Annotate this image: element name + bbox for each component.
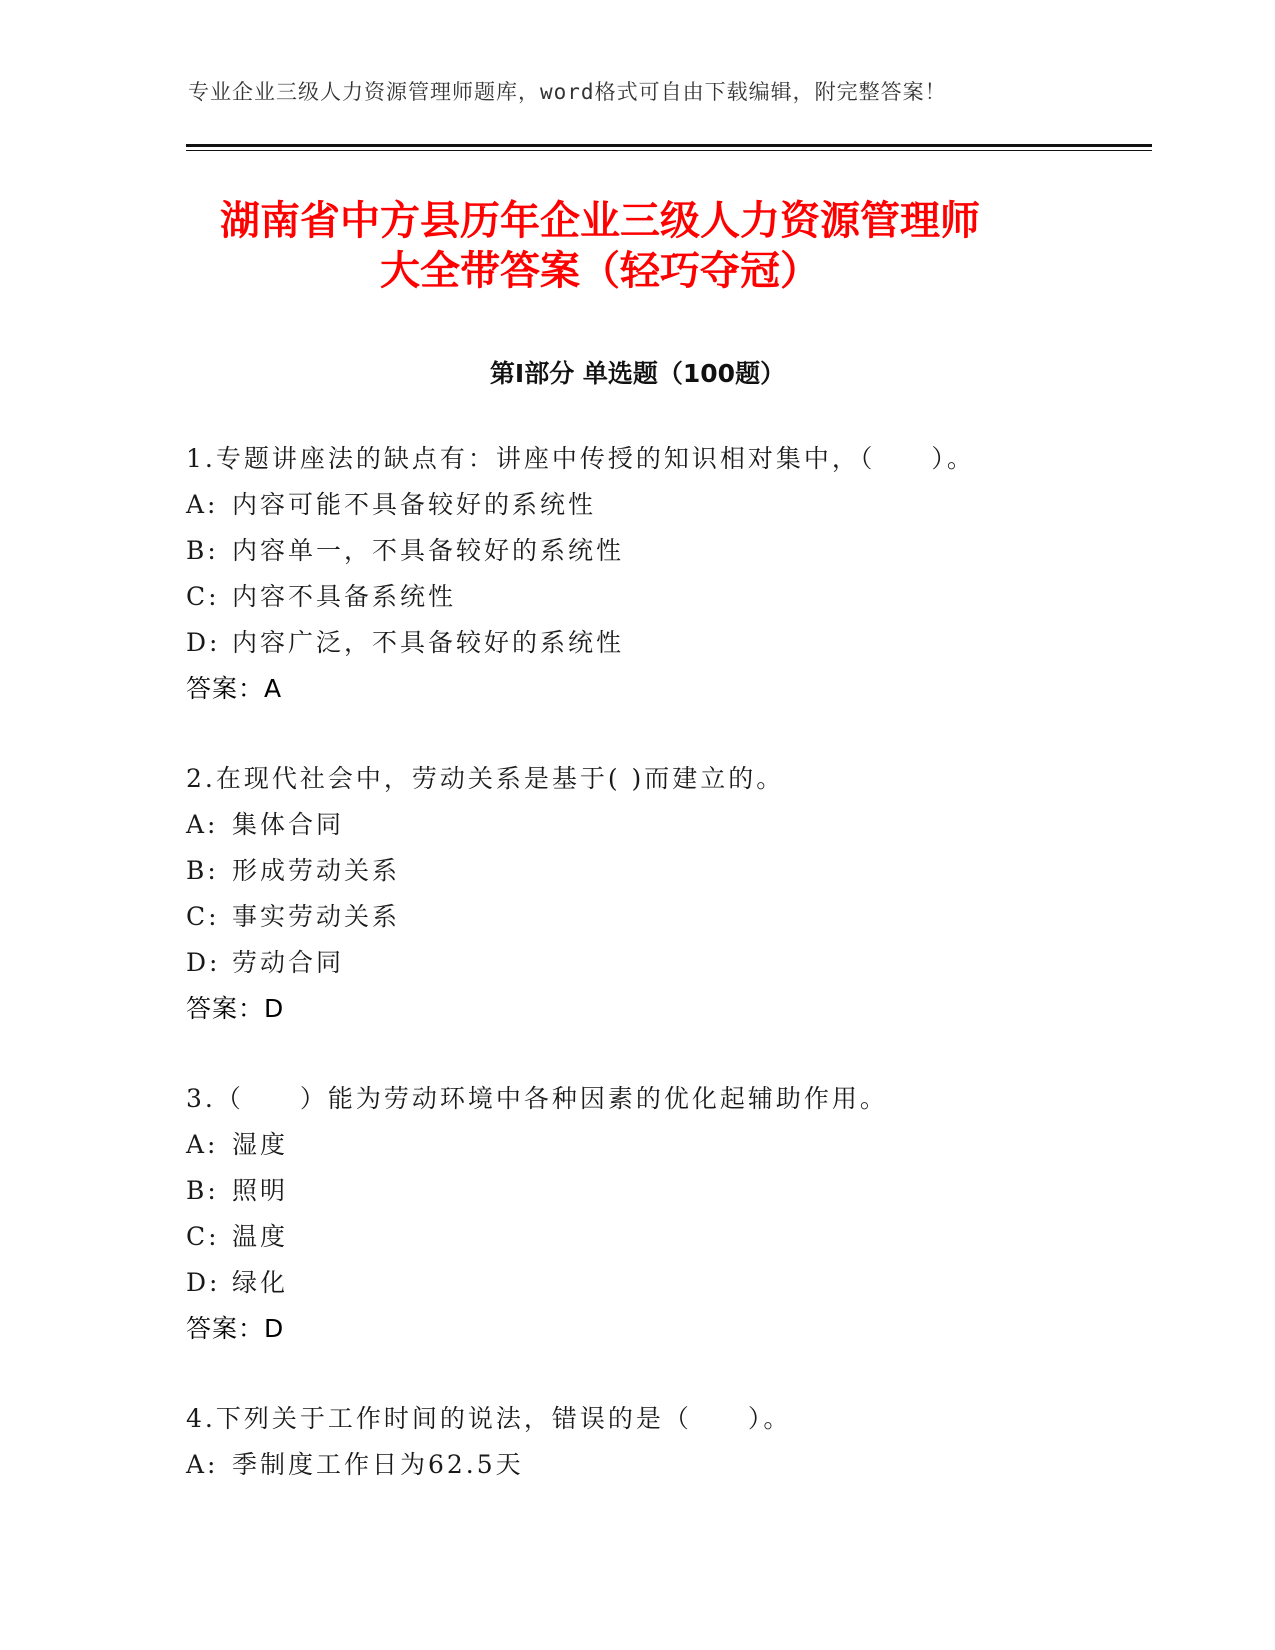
- option-key: A:: [186, 490, 219, 519]
- option-key: C:: [186, 1222, 220, 1251]
- option-key: C:: [186, 582, 220, 611]
- question-2: [186, 756, 1186, 1032]
- option-key: D:: [186, 1268, 221, 1297]
- option-text: 绿化: [232, 1268, 289, 1297]
- option-text: 内容广泛，不具备较好的系统性: [232, 628, 625, 657]
- option-a: [186, 1442, 1186, 1488]
- option-c: [186, 1214, 1186, 1260]
- option-a: [186, 482, 1186, 528]
- option-d: [186, 1260, 1186, 1306]
- question-4: [186, 1396, 1186, 1488]
- title-line-1: 湖南省中方县历年企业三级人力资源管理师: [220, 198, 980, 244]
- option-text: 内容可能不具备较好的系统性: [232, 490, 597, 519]
- question-text: 2.在现代社会中，劳动关系是基于( )而建立的。: [186, 764, 785, 793]
- question-3: [186, 1076, 1186, 1352]
- answer-text: 答案：D: [186, 1314, 285, 1343]
- option-text: 内容不具备系统性: [232, 582, 457, 611]
- option-key: B:: [186, 856, 219, 885]
- option-b: [186, 848, 1186, 894]
- option-key: B:: [186, 536, 219, 565]
- option-text: 温度: [232, 1222, 289, 1251]
- option-key: A:: [186, 810, 219, 839]
- question-list: [186, 436, 1186, 1532]
- title-line-2: 大全带答案（轻巧夺冠）: [380, 248, 820, 294]
- answer-text: 答案：A: [186, 674, 283, 703]
- question-text: 3.（ ）能为劳动环境中各种因素的优化起辅助作用。: [186, 1084, 888, 1113]
- option-key: D:: [186, 948, 221, 977]
- option-a: [186, 802, 1186, 848]
- option-d: [186, 620, 1186, 666]
- question-1: [186, 436, 1186, 712]
- option-key: A:: [186, 1130, 219, 1159]
- header-note: 专业企业三级人力资源管理师题库，word格式可自由下载编辑，附完整答案！: [188, 80, 947, 104]
- section-title: 第Ⅰ部分 单选题（100题）: [489, 359, 786, 388]
- option-d: [186, 940, 1186, 986]
- option-text: 形成劳动关系: [232, 856, 401, 885]
- option-key: C:: [186, 902, 220, 931]
- option-text: 季制度工作日为62.5天: [232, 1450, 524, 1479]
- option-key: B:: [186, 1176, 219, 1205]
- option-text: 湿度: [232, 1130, 289, 1159]
- option-b: [186, 528, 1186, 574]
- question-text: 4.下列关于工作时间的说法，错误的是（ ）。: [186, 1404, 792, 1433]
- option-key: A:: [186, 1450, 219, 1479]
- document-title: [100, 196, 1100, 296]
- header-rule-thin: [186, 150, 1152, 151]
- option-text: 照明: [232, 1176, 289, 1205]
- option-key: D:: [186, 628, 221, 657]
- option-text: 集体合同: [232, 810, 345, 839]
- option-text: 劳动合同: [232, 948, 345, 977]
- option-text: 内容单一，不具备较好的系统性: [232, 536, 625, 565]
- question-text: 1.专题讲座法的缺点有：讲座中传授的知识相对集中，（ ）。: [186, 444, 975, 473]
- answer-text: 答案：D: [186, 994, 285, 1023]
- header-rule-thick: [186, 144, 1152, 147]
- option-c: [186, 894, 1186, 940]
- option-text: 事实劳动关系: [232, 902, 401, 931]
- option-c: [186, 574, 1186, 620]
- option-b: [186, 1168, 1186, 1214]
- option-a: [186, 1122, 1186, 1168]
